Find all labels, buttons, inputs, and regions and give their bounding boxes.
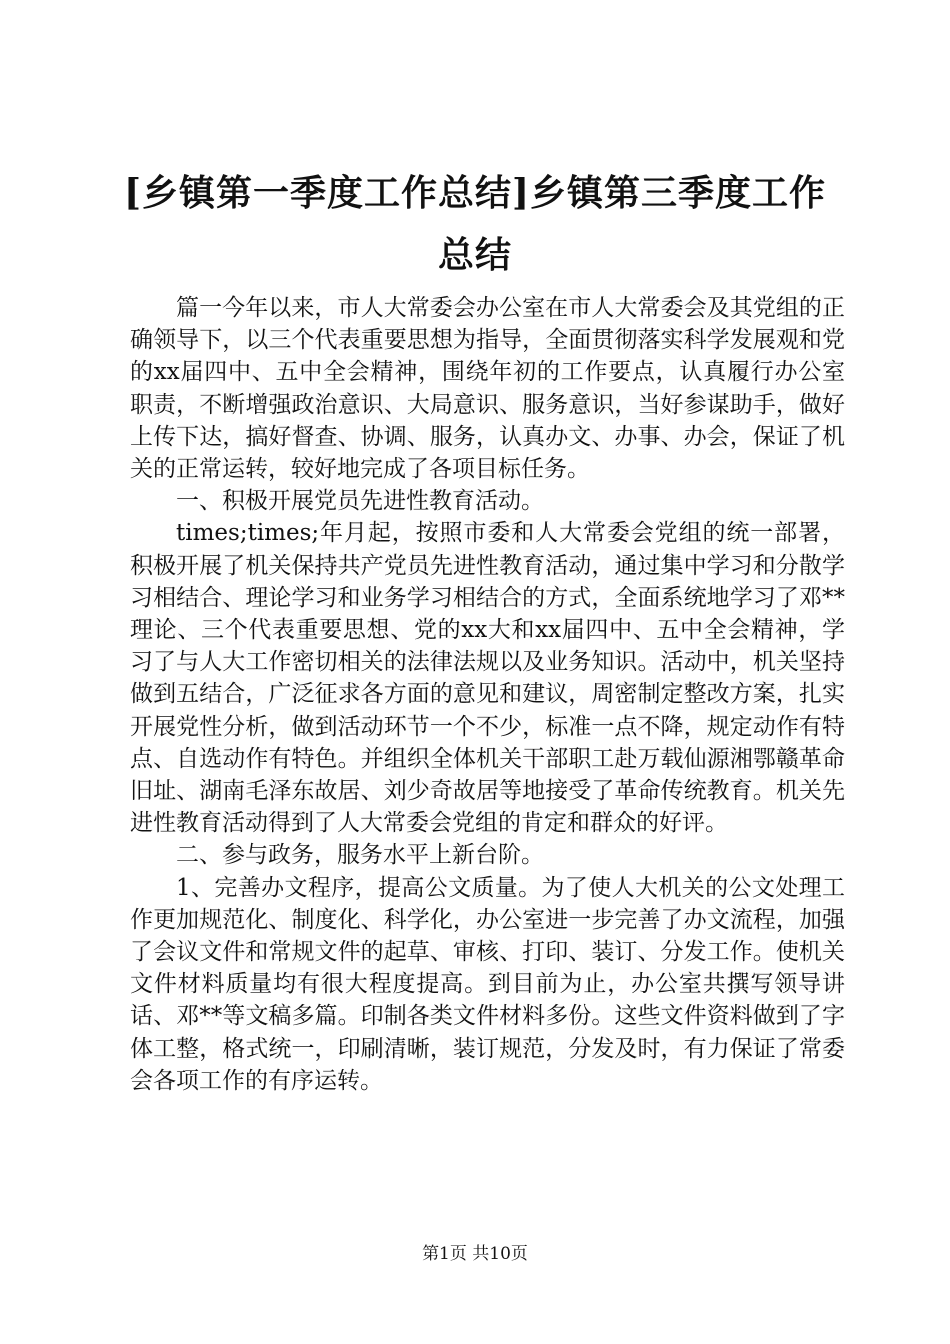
document-title: [乡镇第一季度工作总结]乡镇第三季度工作总结 [123,172,827,276]
heading-section-1: 一、积极开展党员先进性教育活动。 [176,488,544,515]
paragraph-section-2-item-1: 1、完善办文程序，提高公文质量。为了使人大机关的公文处理工作更加规范化、制度化、科学化，办公室进一步完善了办文流程，加强了会议文件和常规文件的起草、审核、打印、装订、分发工作。使机关文件材料质量均有很大程度提高。到目前为止，办公室共撰写领导讲话、邓**等文稿多篇。印制各类文件材料多份。这些文件资料做到了字体工整，格式统一，印刷清晰，装订规范，分发及时，有力保证了常委会各项工作的有序运转。 [130,874,845,1094]
document-body [130,292,845,1097]
paragraph-section-1: times;times;年月起，按照市委和人大常委会党组的统一部署，积极开展了机关保持共产党员先进性教育活动，通过集中学习和分散学习相结合、理论学习和业务学习相结合的方式，全面系统地学习了邓**理论、三个代表重要思想、党的xx大和xx届四中、五中全会精神，学习了与人大工作密切相关的法律法规以及业务知识。活动中，机关坚持做到五结合，广泛征求各方面的意见和建议，周密制定整改方案，扎实开展党性分析，做到活动环节一个不少，标准一点不降，规定动作有特点、自选动作有特色。并组织全体机关干部职工赴万载仙源湘鄂赣革命旧址、湖南毛泽东故居、刘少奇故居等地接受了革命传统教育。机关先进性教育活动得到了人大常委会党组的肯定和群众的好评。 [130,520,845,837]
paragraph-intro: 篇一今年以来，市人大常委会办公室在市人大常委会及其党组的正确领导下，以三个代表重要思想为指导，全面贯彻落实科学发展观和党的xx届四中、五中全会精神，围绕年初的工作要点，认真履行办公室职责，不断增强政治意识、大局意识、服务意识，当好参谋助手，做好上传下达，搞好督查、协调、服务，认真办文、办事、办会，保证了机关的正常运转，较好地完成了各项目标任务。 [130,295,845,483]
heading-section-2: 二、参与政务，服务水平上新台阶。 [176,842,544,869]
page-footer: 第1页 共10页 [422,1244,528,1264]
